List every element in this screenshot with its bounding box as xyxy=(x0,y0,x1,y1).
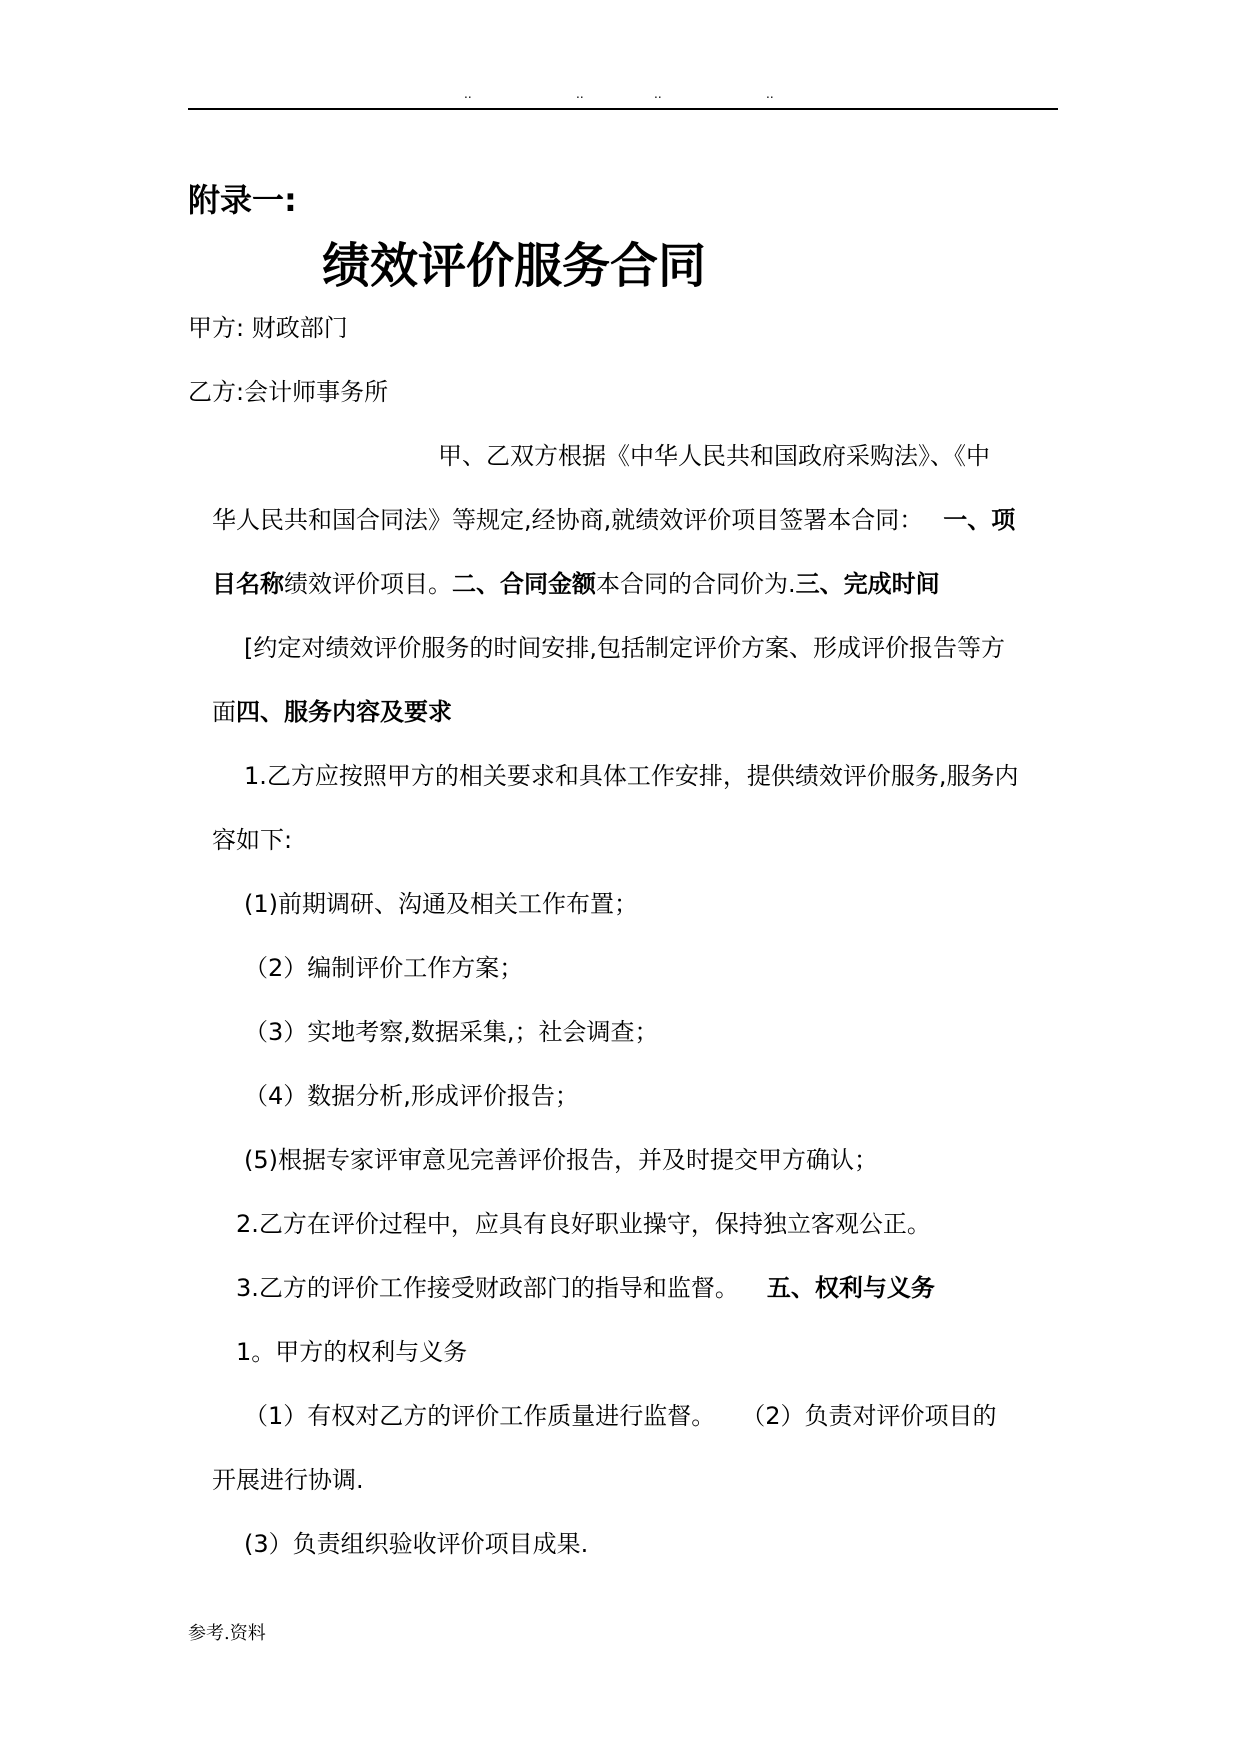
page-header-dots xyxy=(188,86,1058,102)
section-2-heading: 二、合同金额 xyxy=(452,570,596,598)
service-sub-3: （3）实地考察,数据采集,；社会调查； xyxy=(244,1018,659,1046)
section-5-heading: 五、权利与义务 xyxy=(766,1274,935,1302)
service-sub-2: （2）编制评价工作方案； xyxy=(244,954,524,982)
header-dot: .. xyxy=(576,87,584,101)
service-sub-1: (1)前期调研、沟通及相关工作布置； xyxy=(244,890,638,918)
service-sub-4: （4）数据分析,形成评价报告； xyxy=(244,1082,579,1110)
contract-amount: 本合同的合同价为. xyxy=(596,570,796,598)
party-b: 乙方:会计师事务所 xyxy=(188,378,389,406)
intro-line-2 xyxy=(212,504,1015,536)
rights-a-2-end: 开展进行协调. xyxy=(212,1466,364,1494)
appendix-label: 附录一: xyxy=(188,181,297,219)
rights-a-1-line xyxy=(244,1400,997,1432)
section-1-heading-end: 目名称 xyxy=(212,570,284,598)
header-rule xyxy=(188,108,1058,110)
intro-line-2-text: 华人民共和国合同法》等规定,经协商,就绩效评价项目签署本合同： xyxy=(212,506,924,534)
time-note-end: 面 xyxy=(212,698,236,726)
project-name: 绩效评价项目。 xyxy=(284,570,452,598)
service-sub-5: (5)根据专家评审意见完善评价报告，并及时提交甲方确认； xyxy=(244,1146,878,1174)
rights-a-2-start: （2）负责对评价项目的 xyxy=(741,1402,997,1430)
time-note-line-1: [约定对绩效评价服务的时间安排,包括制定评价方案、形成评价报告等方 xyxy=(244,634,1005,662)
intro-line-3 xyxy=(212,568,940,600)
header-dot: .. xyxy=(766,87,774,101)
time-note-line-2 xyxy=(212,696,452,728)
rights-a-3: (3）负责组织验收评价项目成果. xyxy=(244,1530,589,1558)
service-item-1-line-1: 1.乙方应按照甲方的相关要求和具体工作安排，提供绩效评价服务,服务内 xyxy=(244,762,1019,790)
section-4-heading: 四、服务内容及要求 xyxy=(236,698,452,726)
rights-a-1: （1）有权对乙方的评价工作质量进行监督。 xyxy=(244,1402,716,1430)
service-item-2: 2.乙方在评价过程中，应具有良好职业操守，保持独立客观公正。 xyxy=(236,1210,931,1238)
intro-line-1: 甲、乙双方根据《中华人民共和国政府采购法》、《中 xyxy=(438,442,990,470)
header-dot: .. xyxy=(654,87,662,101)
section-3-heading: 三、完成时间 xyxy=(795,570,940,598)
section-1-heading-start: 一、项 xyxy=(943,506,1016,534)
service-item-3 xyxy=(236,1272,935,1304)
service-item-1-line-2: 容如下: xyxy=(212,826,293,854)
party-a: 甲方: 财政部门 xyxy=(188,314,348,342)
document-title: 绩效评价服务合同 xyxy=(322,238,707,294)
rights-party-a-heading: 1。甲方的权利与义务 xyxy=(236,1338,468,1366)
page-footer: 参考.资料 xyxy=(188,1623,266,1644)
service-item-3-text: 3.乙方的评价工作接受财政部门的指导和监督。 xyxy=(236,1274,739,1302)
header-dot: .. xyxy=(464,87,472,101)
